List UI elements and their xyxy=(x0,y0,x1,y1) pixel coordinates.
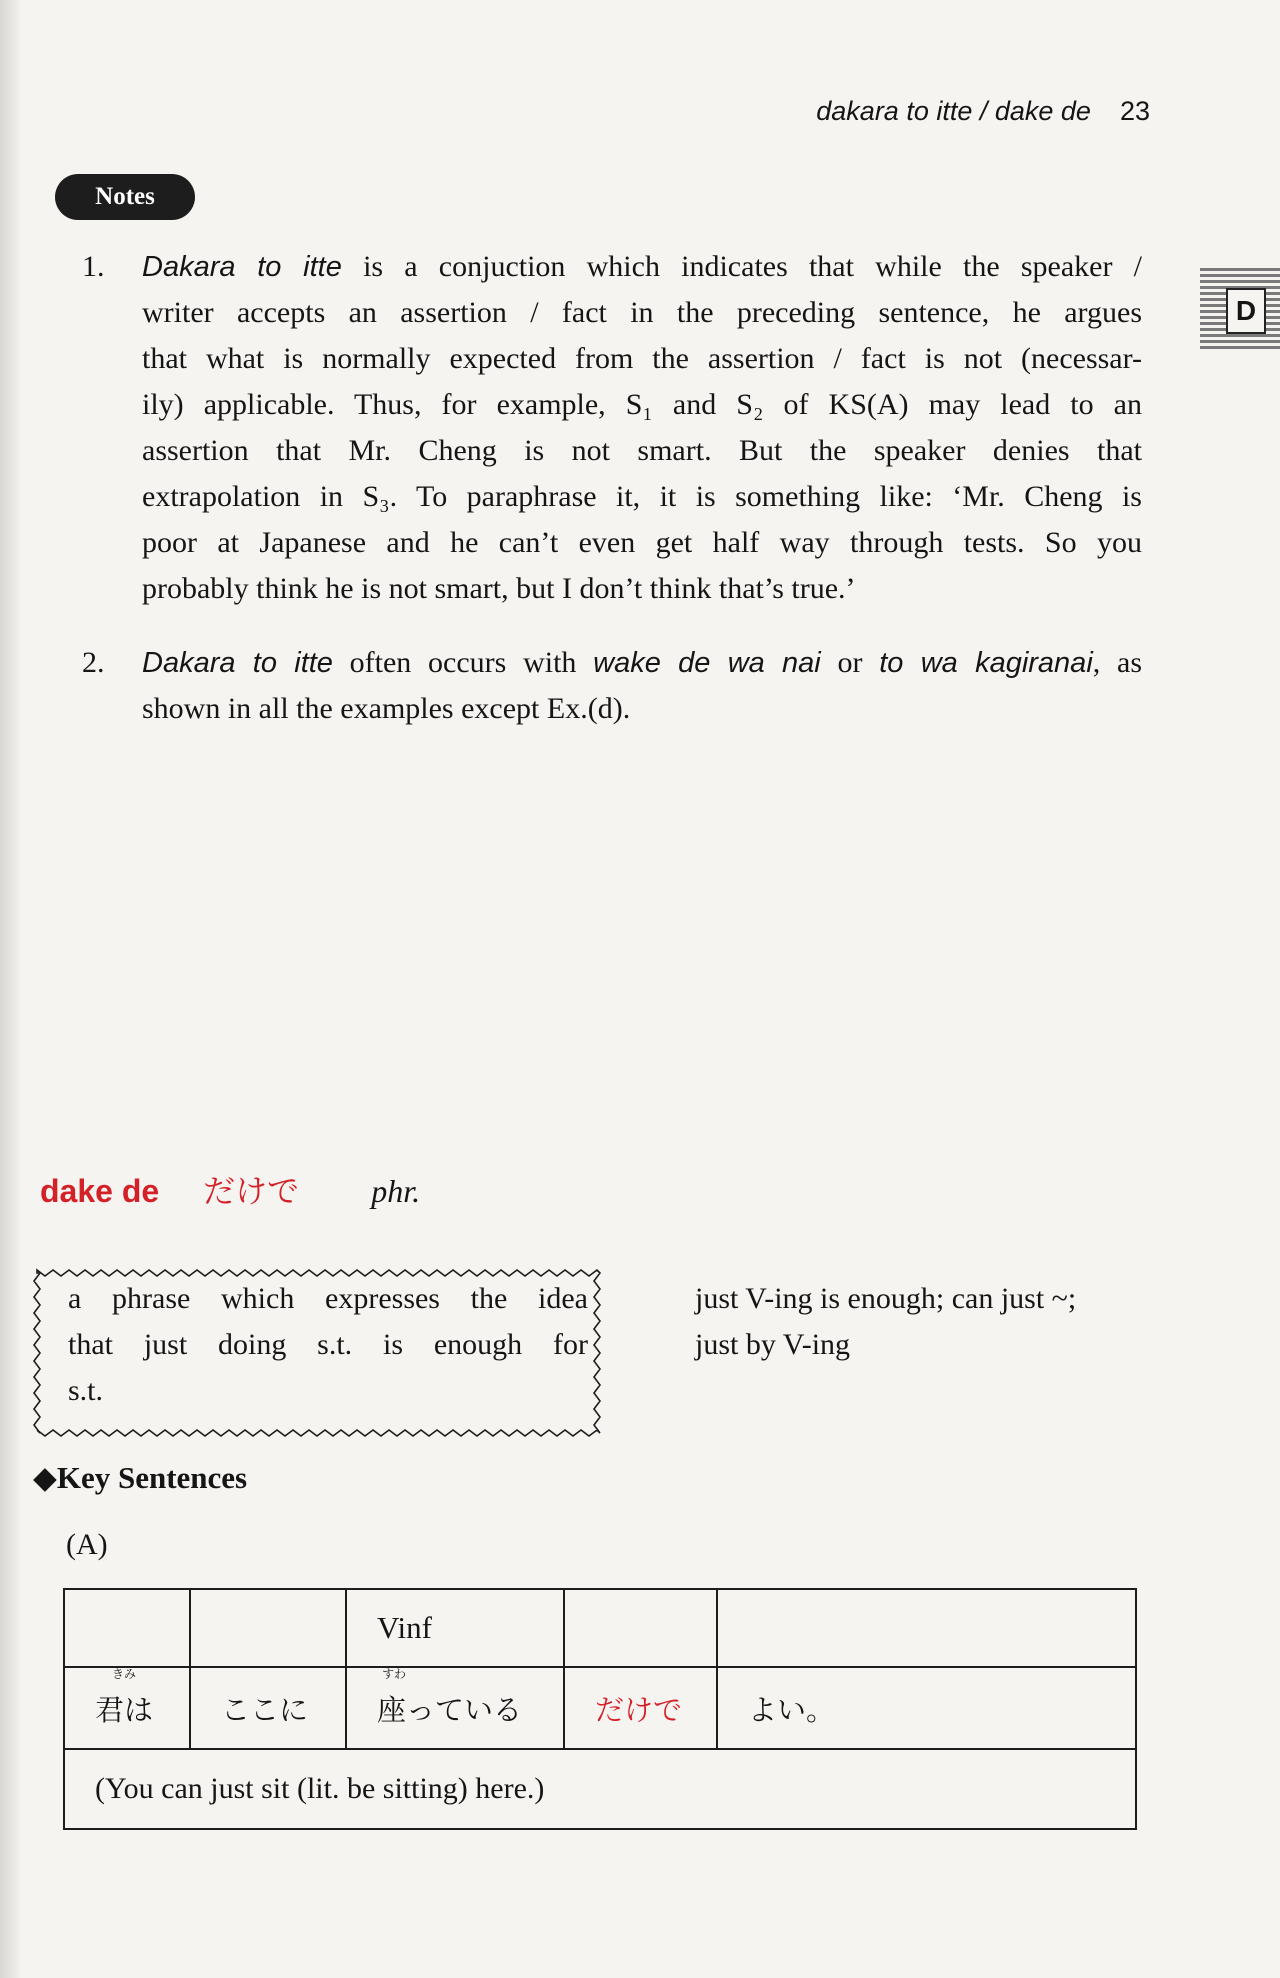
equivalent-line: just V-ing is enough; can just ~; xyxy=(695,1282,1077,1315)
note-term: Dakara to itte xyxy=(142,251,342,283)
table-cell-highlight: だけで xyxy=(564,1667,717,1749)
section-letter: D xyxy=(1226,288,1266,334)
running-head-title: dakara to itte / dake de xyxy=(816,96,1091,126)
note-line: probably think he is not smart, but I don’t think that’s true.’ xyxy=(142,572,856,605)
table-row xyxy=(64,1667,1136,1749)
note-body xyxy=(142,244,1142,612)
table-cell: よい。 xyxy=(717,1667,1136,1749)
ruby-group: きみ 君は xyxy=(95,1666,154,1727)
ruby-group: すわ 座っている xyxy=(377,1666,523,1727)
definition-line: that just doing s.t. is enough for xyxy=(68,1328,588,1361)
definition-line: a phrase which expresses the idea xyxy=(68,1282,588,1315)
table-cell xyxy=(346,1667,564,1749)
note-number: 1. xyxy=(82,250,105,283)
note-line: Dakara to itte is a conjuction which indicates that while the speaker / xyxy=(142,250,1142,283)
page-edge xyxy=(0,0,22,1978)
note-number: 2. xyxy=(82,646,105,679)
section-thumb-tab xyxy=(1200,268,1280,352)
note-line: Dakara to itte often occurs with wake de wa nai or to wa kagiranai, as xyxy=(142,646,1142,679)
translation-cell: (You can just sit (lit. be sitting) here.) xyxy=(64,1749,1136,1829)
note-term: Dakara to itte xyxy=(142,647,333,679)
notes-badge: Notes xyxy=(55,174,195,220)
entry-word: dake de xyxy=(40,1173,160,1209)
note-term: wake de wa nai xyxy=(593,647,821,679)
equivalent-line: just by V-ing xyxy=(695,1328,851,1361)
note-term: to wa kagiranai xyxy=(879,647,1093,679)
table-row xyxy=(64,1749,1136,1829)
table-cell-vinf: Vinf xyxy=(346,1589,564,1667)
note-line: writer accepts an assertion / fact in the preceding sentence, he argues xyxy=(142,296,1142,329)
note-body xyxy=(142,640,1142,732)
key-sentence-label: (A) xyxy=(66,1528,108,1561)
furigana: すわ xyxy=(381,1666,406,1681)
note-1 xyxy=(82,244,1152,624)
definition-text xyxy=(68,1276,588,1414)
note-line: poor at Japanese and he can’t even get half way through tests. So you xyxy=(142,526,1142,559)
key-sentence-table xyxy=(63,1588,1137,1830)
note-2 xyxy=(82,640,1152,740)
page-number: 23 xyxy=(1119,96,1150,126)
show-through-text xyxy=(90,760,97,790)
table-cell xyxy=(64,1589,190,1667)
running-head xyxy=(740,96,1150,128)
table-cell xyxy=(64,1667,190,1749)
note-line: that what is normally expected from the assertion / fact is not (necessar- xyxy=(142,342,1142,375)
table-cell xyxy=(717,1589,1136,1667)
table-cell: ここに xyxy=(190,1667,346,1749)
definition-line: s.t. xyxy=(68,1374,104,1407)
furigana: きみ xyxy=(112,1666,137,1681)
note-line: assertion that Mr. Cheng is not smart. But the speaker denies that xyxy=(142,434,1142,467)
note-line: ily) applicable. Thus, for example, S₁ and S₂ of KS(A) may lead to an xyxy=(142,388,1142,421)
key-sentences-heading: ◆Key Sentences xyxy=(33,1460,248,1495)
entry-kana: だけで xyxy=(203,1172,300,1210)
table-row xyxy=(64,1589,1136,1667)
definition-box xyxy=(32,1268,592,1428)
table-cell xyxy=(564,1589,717,1667)
entry-part-of-speech: phr. xyxy=(371,1173,421,1209)
note-line: shown in all the examples except Ex.(d). xyxy=(142,692,631,725)
english-equivalents xyxy=(695,1276,1175,1368)
note-line: extrapolation in S₃. To paraphrase it, it is something like: ‘Mr. Cheng is xyxy=(142,480,1142,513)
table-cell xyxy=(190,1589,346,1667)
dictionary-entry xyxy=(40,1166,740,1216)
